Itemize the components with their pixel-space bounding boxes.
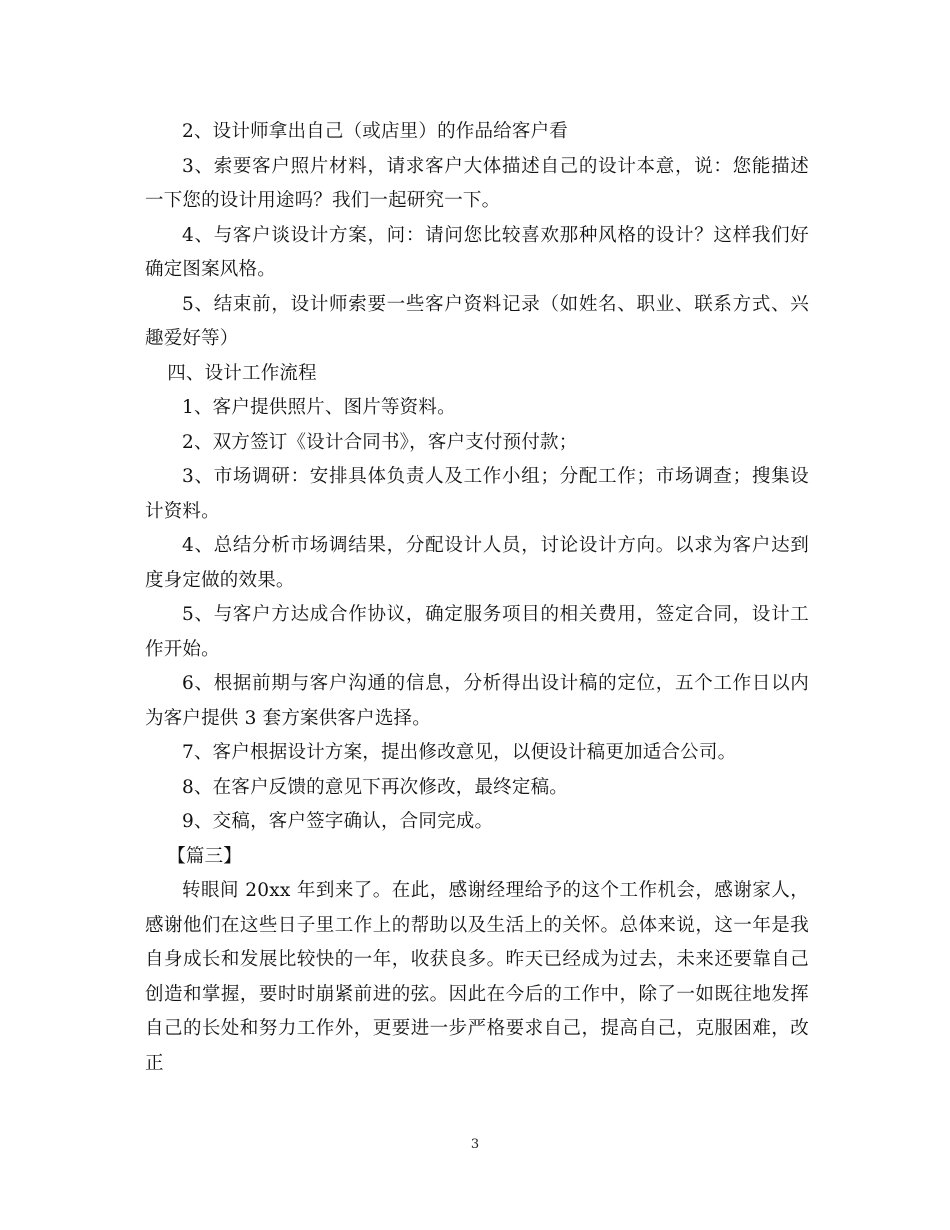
page-number: 3: [470, 1137, 480, 1152]
paragraph-workflow-2: 2、双方签订《设计合同书》，客户支付预付款；: [182, 431, 578, 453]
paragraph-workflow-6: 6、根据前期与客户沟通的信息，分析得出设计稿的定位，五个工作日以内为客户提供 3 套方案供客户选择。: [145, 673, 809, 729]
document-body: [145, 115, 809, 1081]
paragraph-workflow-5: 5、与客户方达成合作协议，确定服务项目的相关费用，签定合同，设计工作开始。: [145, 604, 809, 660]
paragraph-step-2-show-portfolio: 2、设计师拿出自己（或店里）的作品给客户看: [182, 121, 568, 142]
paragraph-workflow-9: 9、交稿，客户签字确认，合同完成。: [182, 811, 494, 832]
paragraph-workflow-3: 3、市场调研：安排具体负责人及工作小组；分配工作；市场调查；搜集设计资料。: [145, 466, 809, 522]
paragraph-step-5-client-info: 5、结束前，设计师索要一些客户资料记录（如姓名、职业、联系方式、兴趣爱好等）: [145, 293, 809, 349]
paragraph-year-summary: 转眼间 20xx 年到来了。在此，感谢经理给予的这个工作机会，感谢家人，感谢他们在这些日子里工作上的帮助以及生活上的关怀。总体来说，这一年是我自身成长和发展比较快的一年，收获良多。昨天已经成为过去，未来还要靠自己创造和掌握，要时时崩紧前进的弦。因此在今后的工作中，除了一如既往地发挥自己的长处和努力工作外，更要进一步严格要求自己，提高自己，克服困难，改正: [145, 880, 809, 1074]
paragraph-workflow-1: 1、客户提供照片、图片等资料。: [182, 397, 456, 418]
paragraph-step-3-request-materials: 3、索要客户照片材料，请求客户大体描述自己的设计本意，说：您能描述一下您的设计用途吗？我们一起研究一下。: [145, 155, 809, 211]
paragraph-step-4-discuss-plan: 4、与客户谈设计方案，问：请问您比较喜欢那种风格的设计？这样我们好确定图案风格。: [145, 224, 809, 280]
section-heading-workflow: 四、设计工作流程: [167, 362, 317, 384]
paragraph-workflow-7: 7、客户根据设计方案，提出修改意见，以便设计稿更加适合公司。: [182, 742, 737, 763]
section-heading-part-three: 【篇三】: [167, 845, 242, 867]
paragraph-workflow-4: 4、总结分析市场调结果，分配设计人员，讨论设计方向。以求为客户达到度身定做的效果。: [145, 535, 809, 591]
paragraph-workflow-8: 8、在客户反馈的意见下再次修改，最终定稿。: [182, 776, 568, 798]
